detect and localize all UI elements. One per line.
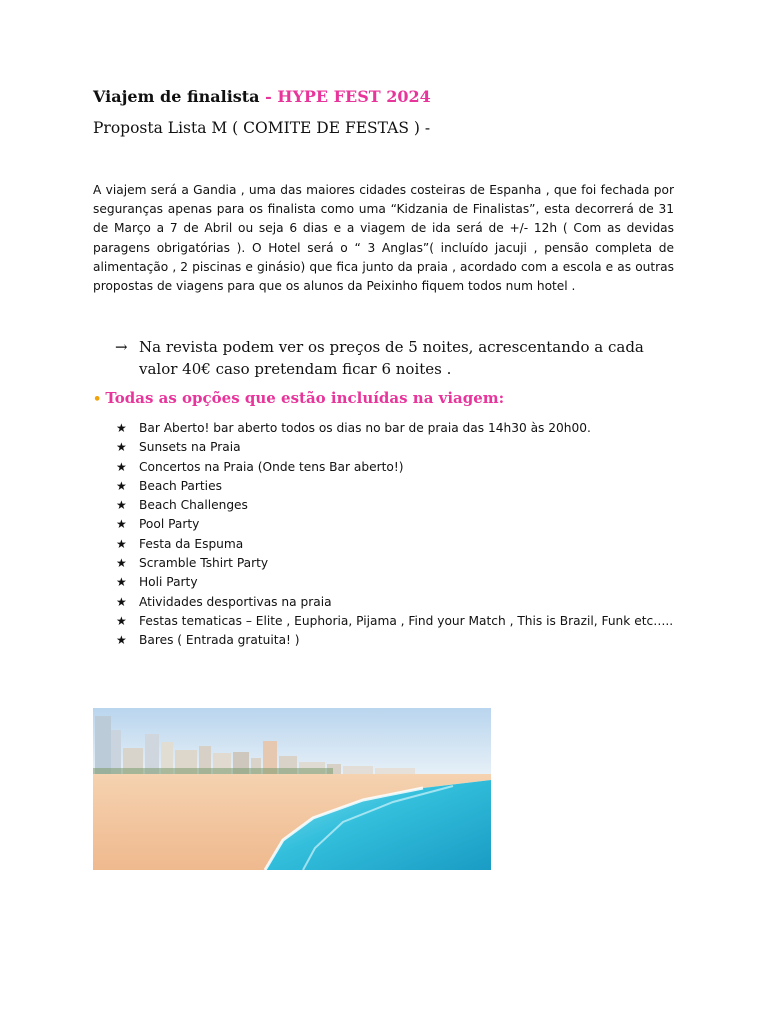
star-bullet-icon: ★	[116, 421, 127, 435]
star-bullet-icon: ★	[116, 556, 127, 571]
star-bullet-icon: ★	[116, 459, 127, 474]
list-item-text: Bar Aberto! bar aberto todos os dias no bar de praia das 14h30 às 20h00.	[139, 421, 591, 435]
list-item-text: Beach Parties	[139, 478, 222, 493]
building	[375, 768, 415, 774]
intro-paragraph: A viajem será a Gandia , uma das maiores cidades costeiras de Espanha , que foi fechada por seguranças apenas para os finalista como uma “Kidzania de Finalistas”, esta decorrerá de 31 de Março a 7 de Abril ou seja 6 dias e a viagem de ida será de +/- 12h ( Com as devidas paragens obrigatórias ). O Hotel será o “ 3 Anglas”( incluído jacuji , pensão completa de alimentação , 2 piscinas e ginásio) que fica junto da praia , acordado com a escola e as outras propostas de viagens para que os alunos da Peixinho fiquem todos num hotel .	[93, 183, 674, 294]
right-arrow-icon: →	[115, 338, 128, 356]
list-item-text: Holi Party	[139, 575, 198, 590]
included-features-list	[116, 419, 676, 651]
list-item-text: Pool Party	[139, 517, 200, 532]
list-item-text: Festas tematicas – Elite , Euphoria, Pijama , Find your Match , This is Brazil, Funk etc…..	[139, 613, 674, 628]
price-note-text-1: Na revista podem ver os preços de 5 noites, acrescentando a cada	[139, 338, 644, 356]
list-item	[116, 496, 676, 515]
list-item	[116, 477, 676, 496]
list-item	[116, 631, 676, 650]
building	[343, 766, 373, 774]
price-note-line-2: valor 40€ caso pretendam ficar 6 noites .	[139, 360, 452, 378]
star-bullet-icon: ★	[116, 478, 127, 493]
included-heading-text: Todas as opções que estão incluídas na viagem:	[105, 389, 505, 407]
list-item	[116, 554, 676, 573]
star-bullet-icon: ★	[116, 633, 127, 648]
list-item-text: Beach Challenges	[139, 498, 248, 513]
list-item-text: Concertos na Praia (Onde tens Bar aberto!)	[139, 459, 404, 474]
bullet-icon: •	[93, 392, 102, 407]
star-bullet-icon: ★	[116, 613, 127, 628]
star-bullet-icon: ★	[116, 440, 127, 455]
tower	[111, 730, 121, 774]
beach-illustration	[93, 708, 491, 870]
star-bullet-icon: ★	[116, 517, 127, 532]
document-subtitle: Proposta Lista M ( COMITE DE FESTAS ) -	[93, 119, 431, 137]
list-item	[116, 419, 676, 438]
list-item-text: Scramble Tshirt Party	[139, 556, 269, 571]
star-bullet-icon: ★	[116, 536, 127, 551]
list-item	[116, 438, 676, 457]
star-bullet-icon: ★	[116, 594, 127, 609]
price-note-line-1	[115, 336, 675, 358]
document-title	[93, 87, 431, 106]
list-item	[116, 573, 676, 592]
list-item-text: Atividades desportivas na praia	[139, 594, 332, 609]
included-heading	[93, 389, 504, 407]
list-item-text: Bares ( Entrada gratuita! )	[139, 633, 300, 648]
list-item	[116, 515, 676, 534]
star-bullet-icon: ★	[116, 498, 127, 513]
tower	[95, 716, 111, 774]
beach-photo	[93, 708, 491, 870]
price-note	[115, 336, 675, 380]
star-bullet-icon: ★	[116, 575, 127, 590]
title-accent: - HYPE FEST 2024	[259, 87, 431, 106]
title-main: Viajem de finalista	[93, 87, 260, 106]
list-item-text: Sunsets na Praia	[139, 440, 241, 455]
list-item	[116, 458, 676, 477]
list-item	[116, 535, 676, 554]
list-item	[116, 593, 676, 612]
list-item	[116, 612, 676, 631]
list-item-text: Festa da Espuma	[139, 536, 244, 551]
